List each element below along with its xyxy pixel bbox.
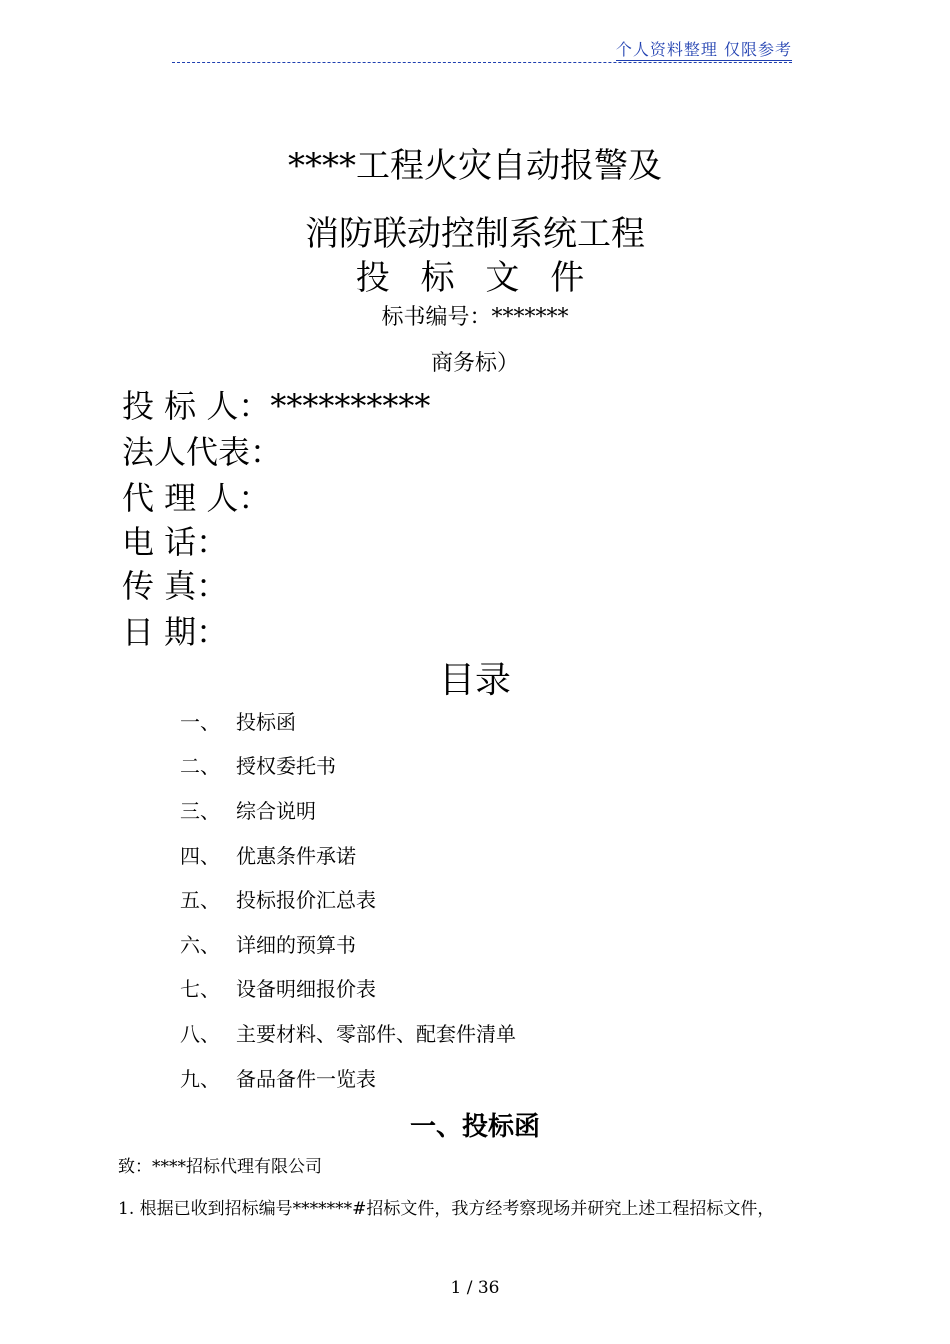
toc-item-number: 八、 [180, 1022, 220, 1046]
toc-item [180, 1063, 376, 1092]
page-number: 1 / 36 [450, 1278, 500, 1298]
toc-item-label: 备品备件一览表 [236, 1067, 376, 1091]
toc-item-number: 二、 [180, 754, 220, 778]
cover-title-line3: 投 标 文 件 [355, 258, 595, 298]
letter-paragraph: 1. 根据已收到招标编号*******#招标文件，我方经考察现场并研究上述工程招标文件， [118, 1199, 775, 1219]
toc-item-label: 优惠条件承诺 [236, 844, 356, 868]
toc-item-label: 综合说明 [236, 799, 316, 823]
toc-item [180, 750, 336, 779]
info-legal-rep: 法人代表： [122, 433, 283, 471]
header-divider [172, 62, 792, 63]
toc-item-number: 九、 [180, 1067, 220, 1091]
bid-type: 商务标） [430, 351, 519, 376]
toc-item-number: 四、 [180, 844, 220, 868]
cover-title-line1: ****工程火灾自动报警及 [288, 146, 662, 186]
toc-item-label: 授权委托书 [236, 754, 336, 778]
info-agent: 代 理 人： [122, 479, 271, 517]
letter-addressee: 致：****招标代理有限公司 [118, 1157, 322, 1177]
toc-item-label: 设备明细报价表 [236, 977, 376, 1001]
info-date: 日 期： [122, 613, 229, 651]
toc-item [180, 973, 376, 1002]
info-fax: 传 真： [122, 567, 229, 605]
info-bidder: 投 标 人：********** [122, 387, 431, 425]
toc-item-number: 三、 [180, 799, 220, 823]
toc-title: 目录 [438, 660, 511, 701]
toc-item-label: 投标报价汇总表 [236, 888, 376, 912]
toc-item [180, 840, 356, 869]
toc-item [180, 929, 356, 958]
toc-item [180, 795, 316, 824]
toc-item-label: 主要材料、零部件、配套件清单 [236, 1022, 516, 1046]
toc-item-number: 一、 [180, 710, 220, 734]
toc-item-label: 详细的预算书 [236, 933, 356, 957]
toc-item-number: 六、 [180, 933, 220, 957]
cover-title-line2: 消防联动控制系统工程 [305, 214, 645, 254]
toc-item [180, 706, 296, 735]
header-note: 个人资料整理 仅限参考 [615, 40, 792, 59]
bid-number: 标书编号：******* [381, 305, 569, 330]
section-title: 一、投标函 [409, 1112, 540, 1142]
toc-item [180, 884, 376, 913]
toc-item-label: 投标函 [236, 710, 296, 734]
toc-item-number: 七、 [180, 977, 220, 1001]
info-phone: 电 话： [122, 523, 229, 561]
toc-item-number: 五、 [180, 888, 220, 912]
toc-item [180, 1018, 516, 1047]
